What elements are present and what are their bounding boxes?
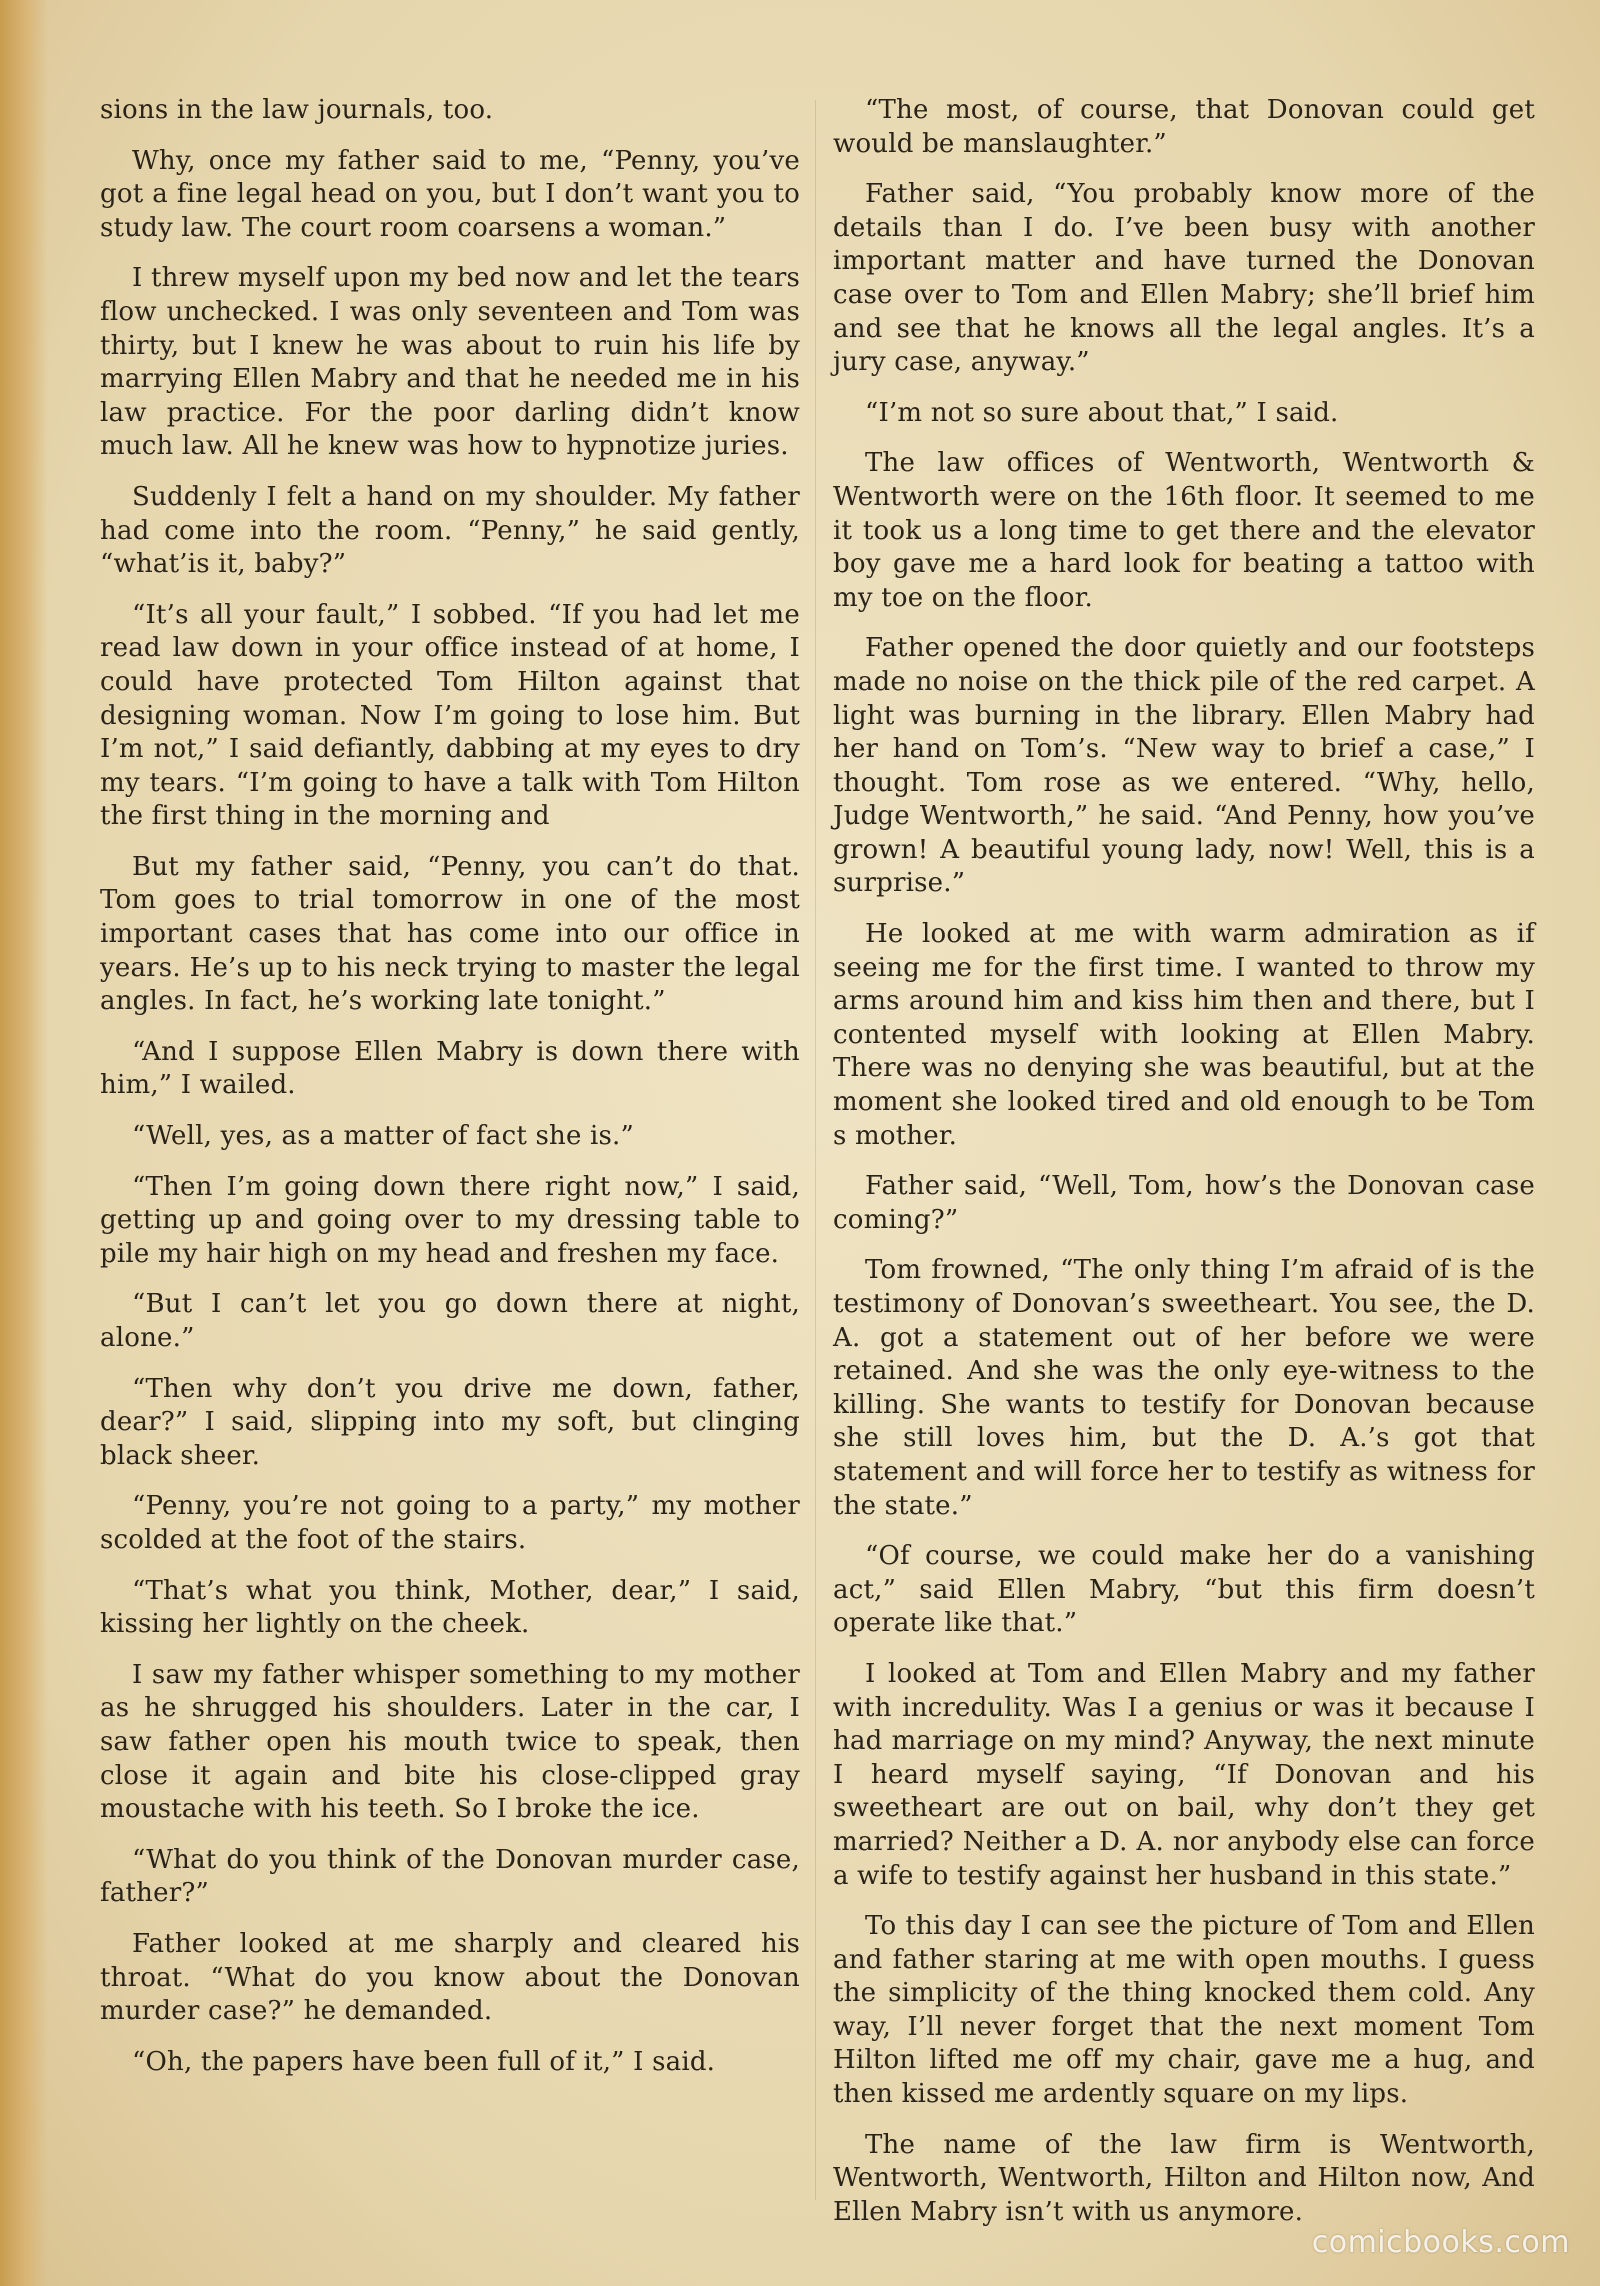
paragraph: He looked at me with warm admiration as if seeing me for the first time. I wanted to throw my arms around him and kiss him then and there, but I contented myself with looking at Ellen Mabry. There was no denying she was beautiful, but at the moment she looked tired and old enough to be Tom s mother. xyxy=(833,919,1535,1151)
paragraph: The law offices of Wentworth, Wentworth & Wentworth were on the 16th floor. It seemed to me it took us a long time to get there and the elevator boy gave me a hard look for beating a tattoo with my toe on the floor. xyxy=(833,448,1535,613)
column-divider xyxy=(815,100,816,2200)
paragraph: Suddenly I felt a hand on my shoulder. My father had come into the room. “Penny,” he said gently, “what’is it, baby?” xyxy=(100,481,800,580)
paragraph: “Oh, the papers have been full of it,” I said. xyxy=(132,2046,716,2077)
right-text-column xyxy=(833,94,1535,2246)
paragraph: Tom frowned, “The only thing I’m afraid of is the testimony of Donovan’s sweetheart. You see, the D. A. got a statement out of her before we were retained. And she was the only eye-witness to the killing. She wants to testify for Donovan because she still loves him, but the D. A.’s got that statement and will force her to testify as witness for the state.” xyxy=(833,1255,1535,1521)
paragraph: To this day I can see the picture of Tom and Ellen and father staring at me with open mouths. I guess the simplicity of the thing knocked them cold. Any way, I’ll never forget that the next moment Tom Hilton lifted me off my chair, gave me a hug, and then kissed me ardently square on my lips. xyxy=(833,1911,1535,2110)
paragraph: I saw my father whisper something to my mother as he shrugged his shoulders. Later in the car, I saw father open his mouth twice to speak, then close it again and bite his close-clipped gray moustache with his teeth. So I broke the ice. xyxy=(100,1659,800,1825)
paragraph: But my father said, “Penny, you can’t do that. Tom goes to trial tomorrow in one of the most important cases that has come into our office in years. He’s up to his neck trying to master the legal angles. In fact, he’s working late tonight.” xyxy=(100,851,800,1017)
paragraph: “And I suppose Ellen Mabry is down there with him,” I wailed. xyxy=(100,1036,800,1101)
paragraph: Why, once my father said to me, “Penny, you’ve got a fine legal head on you, but I don’t want you to study law. The court room coarsens a woman.” xyxy=(100,145,800,243)
paragraph: “That’s what you think, Mother, dear,” I said, kissing her lightly on the cheek. xyxy=(100,1575,800,1640)
paragraph: “It’s all your fault,” I sobbed. “If you had let me read law down in your office instead of at home, I could have protected Tom Hilton against that designing woman. Now I’m going to lose him. But I’m not,” I said defiantly, dabbing at my eyes to dry my tears. “I’m going to have a talk with Tom Hilton the first thing in the morning and xyxy=(100,599,800,832)
paragraph: “I’m not so sure about that,” I said. xyxy=(865,397,1339,428)
left-text-column xyxy=(100,94,800,2096)
paragraph: sions in the law journals, too. xyxy=(100,95,494,125)
paragraph: Father said, “Well, Tom, how’s the Donovan case coming?” xyxy=(833,1171,1535,1235)
paragraph: The name of the law firm is Wentworth, Wentworth, Wentworth, Hilton and Hilton now, And Ellen Mabry isn’t with us anymore. xyxy=(833,2129,1535,2227)
paragraph: “Well, yes, as a matter of fact she is.” xyxy=(132,1121,635,1152)
paragraph: “Then I’m going down there right now,” I said, getting up and going over to my dressing table to pile my hair high on my head and freshen my face. xyxy=(100,1171,800,1269)
paragraph: “Penny, you’re not going to a party,” my mother scolded at the foot of the stairs. xyxy=(100,1491,800,1555)
paragraph: Father looked at me sharply and cleared his throat. “What do you know about the Donovan murder case?” he demanded. xyxy=(100,1928,800,2027)
paragraph: “What do you think of the Donovan murder case, father?” xyxy=(100,1844,800,1909)
paragraph: “Of course, we could make her do a vanishing act,” said Ellen Mabry, “but this firm doesn’t operate like that.” xyxy=(833,1541,1535,1639)
paragraph: “But I can’t let you go down there at night, alone.” xyxy=(100,1289,800,1353)
paragraph: Father said, “You probably know more of the details than I do. I’ve been busy with another important matter and have turned the Donovan case over to Tom and Ellen Mabry; she’ll brief him and see that he knows all the legal angles. It’s a jury case, anyway.” xyxy=(833,179,1535,378)
site-watermark: comicbooks.com xyxy=(1311,2225,1570,2260)
paragraph: “Then why don’t you drive me down, father, dear?” I said, slipping into my soft, but clinging black sheer. xyxy=(100,1373,800,1471)
paragraph: “The most, of course, that Donovan could get would be manslaughter.” xyxy=(833,95,1535,159)
paragraph: I looked at Tom and Ellen Mabry and my father with incredulity. Was I a genius or was it because I had marriage on my mind? Anyway, the next minute I heard myself saying, “If Donovan and his sweetheart are out on bail, why don’t they get married? Neither a D. A. nor anybody else can force a wife to testify against her husband in this state.” xyxy=(833,1658,1535,1891)
paragraph: Father opened the door quietly and our footsteps made no noise on the thick pile of the red carpet. A light was burning in the library. Ellen Mabry had her hand on Tom’s. “New way to brief a case,” I thought. Tom rose as we entered. “Why, hello, Judge Wentworth,” he said. “And Penny, how you’ve grown! A beautiful young lady, now! Well, this is a surprise.” xyxy=(833,633,1535,899)
page-binding-edge xyxy=(0,0,48,2286)
paragraph: I threw myself upon my bed now and let the tears flow unchecked. I was only seventeen and Tom was thirty, but I knew he was about to ruin his life by marrying Ellen Mabry and that he needed me in his law practice. For the poor darling didn’t know much law. All he knew was how to hypnotize juries. xyxy=(100,263,800,462)
